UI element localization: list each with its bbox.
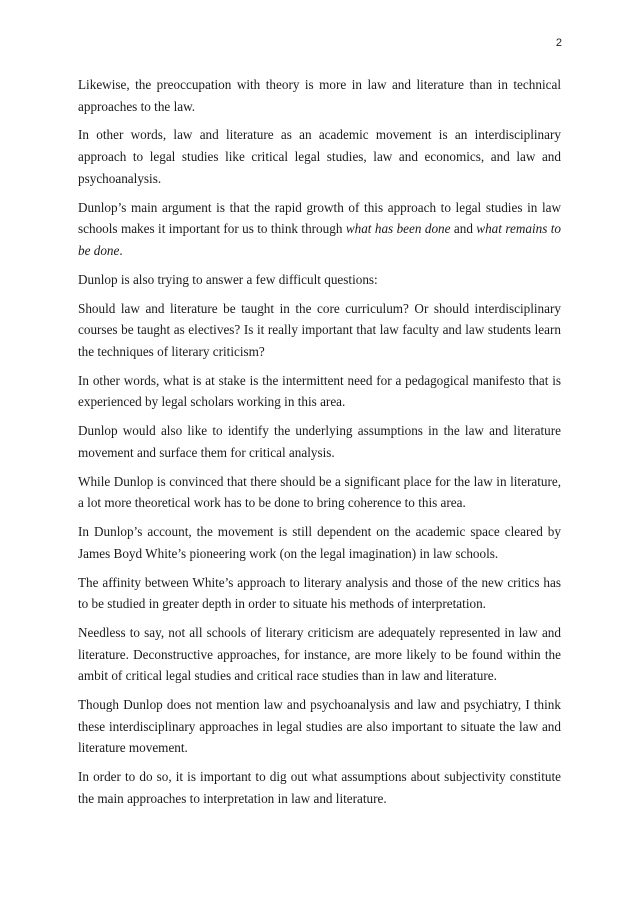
paragraph <box>78 197 561 262</box>
emphasis-text: what has been done <box>345 221 451 237</box>
paragraph: While Dunlop is convinced that there should be a significant place for the law in literature, a lot more theoretical work has to be done to bring coherence to this area. <box>78 473 561 511</box>
document-body <box>78 74 561 817</box>
paragraph: Should law and literature be taught in the core curriculum? Or should interdisciplinary courses be taught as electives? Is it really important that law faculty and law students learn the techniques of literary criticism? <box>78 300 561 359</box>
paragraph-text: Dunlop’s main argument is that the rapid growth of this approach to legal studies in law schools makes it important for us to think through <box>78 199 561 237</box>
page-number: 2 <box>555 37 562 49</box>
paragraph: In Dunlop’s account, the movement is still dependent on the academic space cleared by James Boyd White’s pioneering work (on the legal imagination) in law schools. <box>78 524 561 561</box>
paragraph: In other words, law and literature as an academic movement is an interdisciplinary approach to legal studies like critical legal studies, law and economics, and law and psychoanalysis. <box>78 127 561 186</box>
paragraph: Though Dunlop does not mention law and psychoanalysis and law and psychiatry, I think these interdisciplinary approaches in legal studies are also important to situate the law and literature movement. <box>78 697 561 756</box>
paragraph: Dunlop is also trying to answer a few difficult questions: <box>78 271 378 287</box>
paragraph: Dunlop would also like to identify the underlying assumptions in the law and literature movement and surface them for critical analysis. <box>78 423 561 460</box>
paragraph: In order to do so, it is important to dig out what assumptions about subjectivity constitute the main approaches to interpretation in law and literature. <box>78 769 561 806</box>
paragraph-text: . <box>119 242 123 258</box>
paragraph: Likewise, the preoccupation with theory is more in law and literature than in technical approaches to the law. <box>78 77 561 114</box>
paragraph-text: and <box>450 221 477 237</box>
paragraph: In other words, what is at stake is the intermittent need for a pedagogical manifesto that is experienced by legal scholars working in this area. <box>78 372 561 410</box>
emphasis-text: what remains to be done <box>78 221 561 258</box>
paragraph: The affinity between White’s approach to literary analysis and those of the new critics has to be studied in greater depth in order to situate his methods of interpretation. <box>78 574 561 612</box>
paragraph: Needless to say, not all schools of literary criticism are adequately represented in law and literature. Deconstructive approaches, for instance, are more likely to be found within the ambit of critical legal studies and critical race studies than in law and literature. <box>78 625 561 684</box>
